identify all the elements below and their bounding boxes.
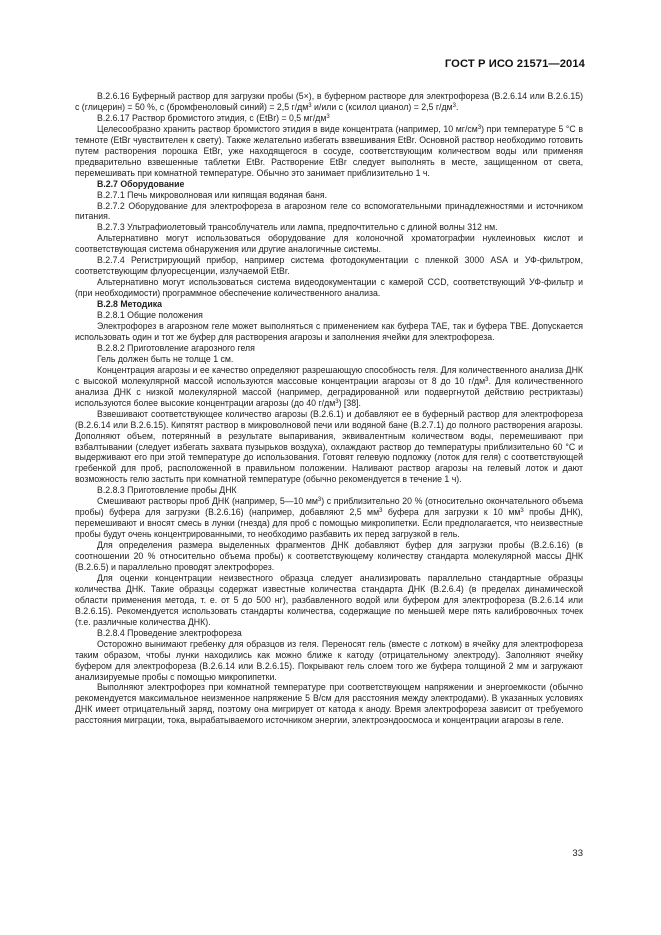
paragraph: Альтернативно могут использоваться система видеодокументации с камерой CCD, соответствующий УФ-фильтр и (при необходимости) программное обеспечение количественного анализа. [75,277,583,299]
paragraph: B.2.8.1 Общие положения [97,310,203,321]
paragraph: B.2.8.2 Приготовление агарозного геля [97,342,255,353]
standard-header: ГОСТ Р ИСО 21571—2014 [444,58,585,70]
paragraph: Гель должен быть не толще 1 см. [97,353,234,364]
paragraph: Смешивают растворы проб ДНК (например, 5—10 $мм^3$) с приблизительно 20 % (относительно окончательного объема пробы) буфера для загрузки (B.2.6.16) (например, добавляют 2,5 $мм^3$ буфера для загрузки к 10 $мм^3$ пробы ДНК), перемешивают и вносят смесь в лунки (гнезда) для проб с помощью микропипетки. Если предполагается, что неизвестные пробы будут очень концентрированными, то необходимо разбавить их перед загрузкой в гель. [75,496,583,540]
paragraph: Осторожно вынимают гребенку для образцов из геля. Переносят гель (вместе с лотком) в ячейку для электрофореза таким образом, чтобы лунки находились как можно ближе к катоду (отрицательному электроду). Заполняют ячейку буфером для электрофореза (B.2.6.14 или B.2.6.15). Покрывают гель слоем того же буфера толщиной 2 мм и загружают анализируемые пробы с помощью микропипетки. [75,638,583,682]
paragraph: B.2.7.4 Регистрирующий прибор, например система фотодокументации с пленкой 3000 ASA и УФ-фильтром, соответствующим флуоресценции, излучаемой EtBr. [75,255,583,277]
paragraph: B.2.8.4 Проведение электрофореза [97,627,242,638]
paragraph: Целесообразно хранить раствор бромистого этидия в виде концентрата (например, 10 $мг/см^3$) при температуре 5 °С в темноте (EtBr чувствителен к свету). Также желательно избегать взвешивания EtBr. Основной раствор необходимо готовить путем растворения порошка EtBr, уже находящегося в сосуде, соответствующим количеством воды или применяя предварительно взвешенные таблетки EtBr. Растворение EtBr следует выполнять в месте, защищенном от света, перемешивать при комнатной температуре. Обычно это занимает приблизительно 1 ч. [75,123,583,178]
paragraph: B.2.8.3 Приготовление пробы ДНК [97,485,237,496]
paragraph: Для определения размера выделенных фрагментов ДНК добавляют буфер для загрузки пробы (B.2.6.16) (в соотношении 20 % относительно объема пробы) к соответствующему количеству стандарта молекулярной массы ДНК (B.2.6.5) и параллельно проводят электрофорез. [75,540,583,572]
paragraph: Взвешивают соответствующее количество агарозы (B.2.6.1) и добавляют ее в буферный раствор для электрофореза (B.2.6.14 или B.2.6.15). Кипятят раствор в микроволновой печи или водяной бане (B.2.7.1) до полного растворения агарозы. Дополняют объем, потерянный в результате выпаривания, эквивалентным количеством воды, перемешивают при взбалтывании (следует избегать захвата пузырьков воздуха), охлаждают раствор до температуры приблизительно 60 °С и выдерживают его при этой температуре до использования. Готовят гелевую подложку (лоток для геля) с соответствующей гребенкой для проб, расположенной в правильном положении. Наливают раствор агарозы на гелевый лоток и дают возможность гелю застыть при комнатной температуре (обычно рекомендуется в течение 1 ч). [75,408,583,485]
section-heading: B.2.8 Методика [97,299,162,310]
paragraph: Концентрация агарозы и ее качество определяют разрешающую способность геля. Для количественного анализа ДНК с высокой молекулярной массой используются массовые концентрации агарозы от 8 до 10 $г/дм^3$. Для количественного анализа ДНК с низкой молекулярной массой (например, деградированной или подвергнутой действию рестриктазы) используются более высокие концентрации агарозы (до 40 $г/дм^3$) [38]. [75,364,583,408]
paragraph: Альтернативно могут использоваться оборудование для колоночной хроматографии нуклеиновых кислот и соответствующая система обнаружения или другие аналогичные системы. [75,233,583,255]
paragraph: B.2.7.3 Ультрафиолетовый трансоблучатель или лампа, предпочтительно с длиной волны 312 нм. [97,222,498,233]
paragraph: B.2.7.2 Оборудование для электрофореза в агарозном геле со вспомогательными принадлежностями и источником питания. [75,200,583,222]
section-heading: B.2.7 Оборудование [97,178,185,189]
paragraph: B.2.6.17 Раствор бромистого этидия, c (EtBr) = 0,5 $мг/дм^3$ [97,112,330,123]
paragraph: Выполняют электрофорез при комнатной температуре при соответствующем напряжении и энергоемкости (обычно рекомендуется максимальное неизменное напряжение 5 В/см для расстояния между электродами). В указанных условиях ДНК имеет отрицательный заряд, поэтому она мигрирует от катода к аноду. Время электрофореза зависит от требуемого расстояния миграции, тока, вырабатываемого источником энергии, электроэндоосмоса и концентрации агарозы в геле. [75,682,583,726]
paragraph: B.2.7.1 Печь микроволновая или кипящая водяная баня. [97,189,328,200]
document-body [75,91,583,726]
page-number: 33 [572,848,583,859]
paragraph: Для оценки концентрации неизвестного образца следует анализировать параллельно стандартные образцы количества ДНК. Такие образцы содержат известные количества стандарта ДНК (B.2.6.4) (в пределах динамической области применения метода, т. е. от 5 до 500 нг), разбавленного водой или буфером для электрофореза (B.2.6.14 или B.2.6.15). Рекомендуется использовать стандарты количества, содержащие по меньшей мере пять калибровочных точек (т.е. различные количества ДНК). [75,572,583,627]
paragraph: B.2.6.16 Буферный раствор для загрузки пробы (5×), в буферном растворе для электрофореза (B.2.6.14 или B.2.6.15) c (глицерин) = 50 %, c (бромфеноловый синий) = 2,5 $г/дм^3$ и/или c (ксилол цианол) = 2,5 $г/дм^3$. [75,91,583,112]
paragraph: Электрофорез в агарозном геле может выполняться с применением как буфера TAE, так и буфера TBE. Допускается использовать один и тот же буфер для растворения агарозы и заполнения ячейки для электрофореза. [75,321,583,342]
